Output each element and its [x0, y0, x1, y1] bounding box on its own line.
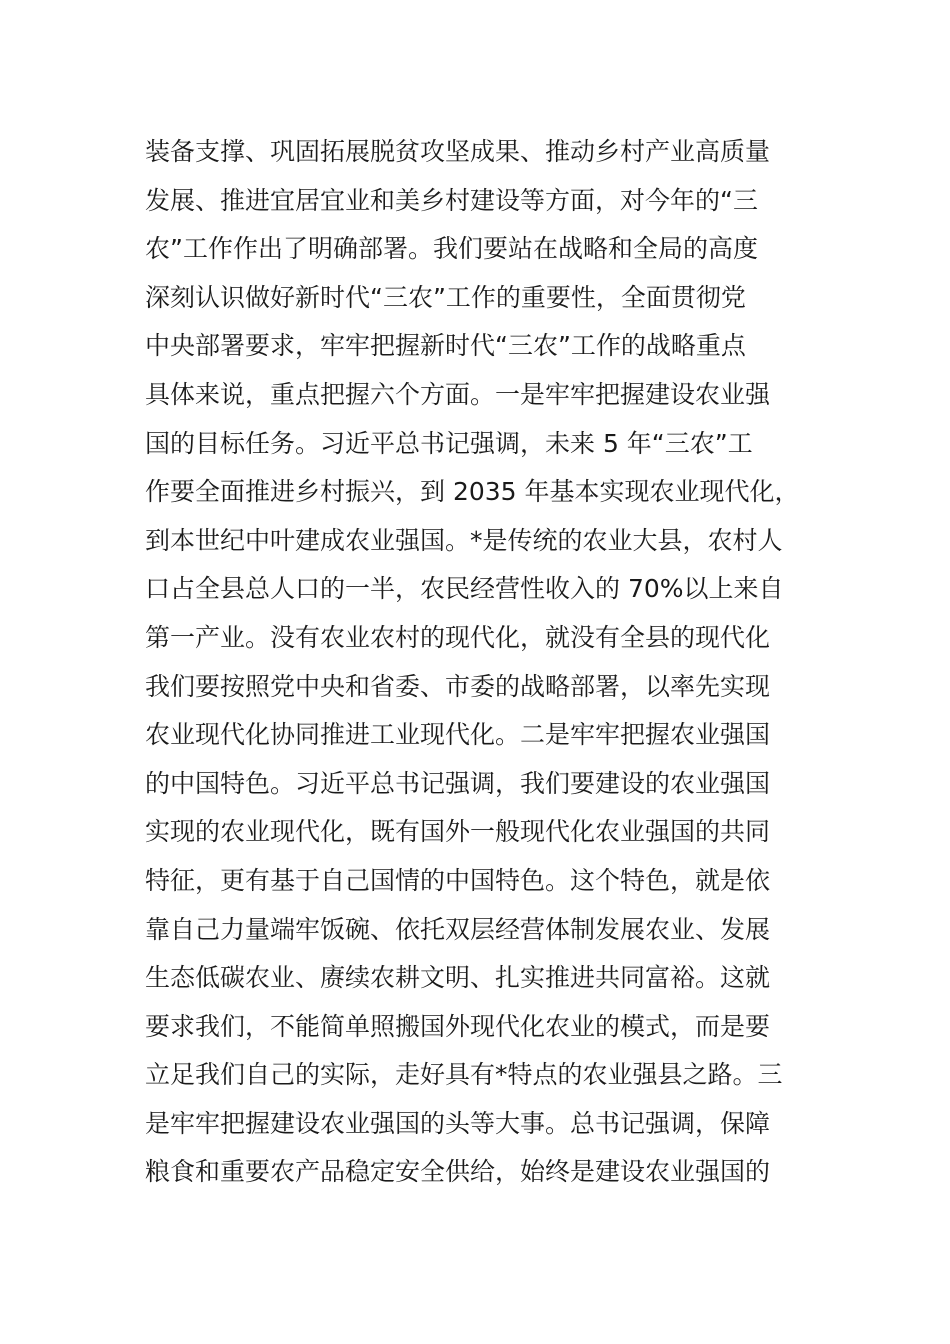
text-line: 中央部署要求，牢牢把握新时代“三农”工作的战略重点: [145, 331, 746, 361]
text-line: 靠自己力量端牢饭碗、依托双层经营体制发展农业、发展: [145, 914, 771, 944]
text-line: 特征，更有基于自己国情的中国特色。这个特色，就是依: [145, 865, 771, 895]
text-line: 国的目标任务。习近平总书记强调，未来 5 年“三农”工: [145, 428, 753, 458]
text-line: 实现的农业现代化，既有国外一般现代化农业强国的共同: [145, 817, 771, 847]
text-line: 我们要按照党中央和省委、市委的战略部署，以率先实现: [145, 671, 771, 701]
text-line: 深刻认识做好新时代“三农”工作的重要性，全面贯彻党: [145, 282, 746, 312]
text-line: 粮食和重要农产品稳定安全供给，始终是建设农业强国的: [145, 1157, 771, 1187]
text-line: 到本世纪中叶建成农业强国。*是传统的农业大县，农村人: [145, 525, 783, 555]
text-line: 生态低碳农业、赓续农耕文明、扎实推进共同富裕。这就: [145, 963, 771, 993]
text-line: 农业现代化协同推进工业现代化。二是牢牢把握农业强国: [145, 720, 771, 750]
text-line: 具体来说，重点把握六个方面。一是牢牢把握建设农业强: [145, 379, 771, 409]
text-line: 是牢牢把握建设农业强国的头等大事。总书记强调，保障: [145, 1108, 771, 1138]
body-text: [145, 128, 815, 1197]
text-line: 农”工作作出了明确部署。我们要站在战略和全局的高度: [145, 234, 758, 264]
text-line: 装备支撑、巩固拓展脱贫攻坚成果、推动乡村产业高质量: [145, 137, 771, 166]
text-line: 第一产业。没有农业农村的现代化，就没有全县的现代化: [145, 622, 771, 652]
text-line: 要求我们，不能简单照搬国外现代化农业的模式，而是要: [145, 1011, 771, 1041]
text-line: 立足我们自己的实际，走好具有*特点的农业强县之路。三: [145, 1060, 783, 1090]
text-line: 作要全面推进乡村振兴，到 2035 年基本实现农业现代化，: [145, 477, 800, 507]
text-line: 发展、推进宜居宜业和美乡村建设等方面，对今年的“三: [145, 185, 758, 215]
text-line: 口占全县总人口的一半，农民经营性收入的 70%以上来自: [145, 574, 784, 604]
text-line: 的中国特色。习近平总书记强调，我们要建设的农业强国: [145, 768, 771, 798]
